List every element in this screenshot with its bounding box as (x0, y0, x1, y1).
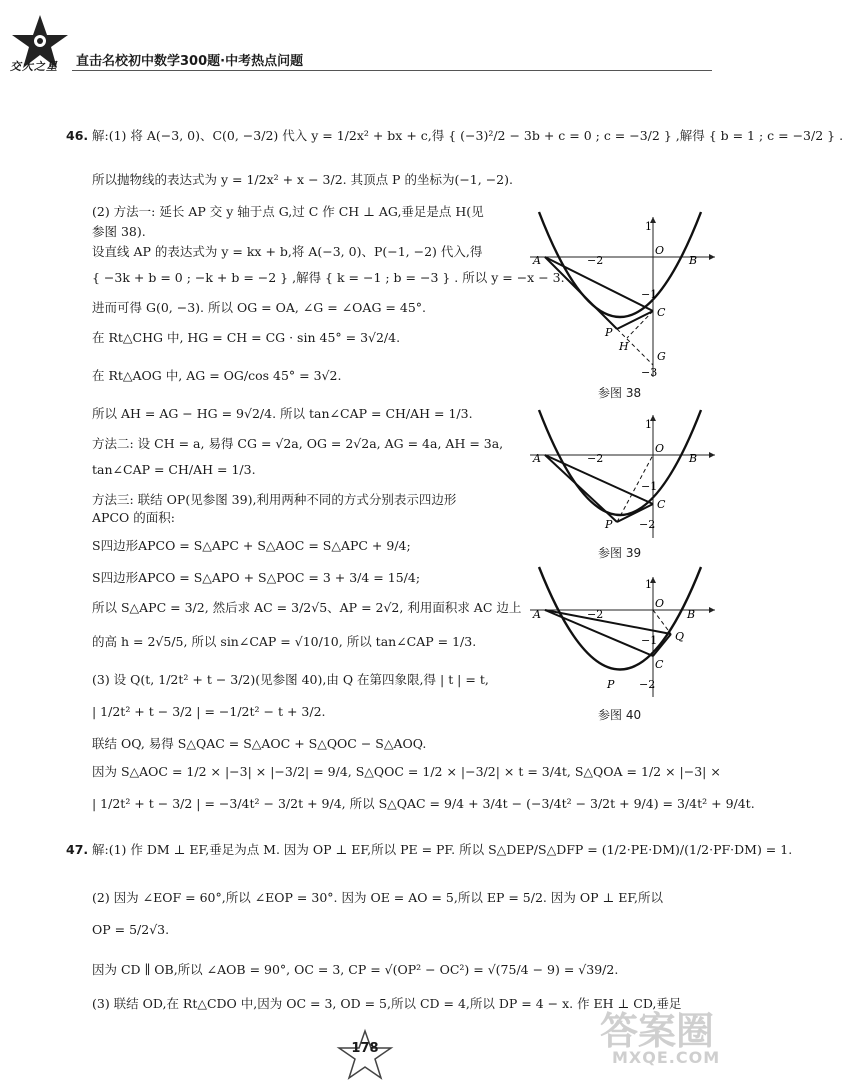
figure-39-caption: 参图 39 (598, 546, 642, 560)
fig40-label-c: C (655, 658, 664, 671)
p46-line-4: 参图 38). (92, 224, 146, 239)
fig39-label-1: 1 (645, 418, 652, 431)
p46-line-12: tan∠CAP = CH/AH = 1/3. (92, 462, 256, 477)
fig38-label-1: 1 (645, 220, 652, 233)
p46-line-17: 所以 S△APC = 3/2, 然后求 AC = 3/2√5、AP = 2√2, 利用面积求 AC 边上 (92, 600, 522, 615)
fig38-label-neg1: −1 (641, 288, 658, 301)
fig40-label-q: Q (675, 630, 685, 643)
p46-line-5: 设直线 AP 的表达式为 y = kx + b,将 A(−3, 0)、P(−1, −2) 代入,得 (92, 244, 483, 259)
fig38-label-neg3: −3 (641, 366, 658, 379)
p46-line-1: 解:(1) 将 A(−3, 0)、C(0, −3/2) 代入 y = 1/2x² + bx + c,得 { (−3)²/2 − 3b + c = 0 ; c = −3/2 } ,解得 { b = 1 ; c = −3/2 } . (92, 128, 843, 143)
p46-line-10: 所以 AH = AG − HG = 9√2/4. 所以 tan∠CAP = CH/AH = 1/3. (92, 406, 473, 421)
problem-47-number: 47. (66, 842, 89, 857)
p46-line-22: 因为 S△AOC = 1/2 × |−3| × |−3/2| = 9/4, S△QOC = 1/2 × |−3/2| × t = 3/4t, S△QOA = 1/2 × |−3| × (92, 764, 721, 779)
fig38-label-c: C (657, 306, 666, 319)
fig40-label-neg2: −2 (587, 608, 604, 621)
watermark-url: MXQE.COM (612, 1048, 721, 1067)
fig40-label-b: B (687, 608, 696, 621)
p46-line-9: 在 Rt△AOG 中, AG = OG/cos 45° = 3√2. (92, 368, 342, 383)
figure-38 (525, 212, 720, 382)
fig39-label-b: B (689, 452, 698, 465)
fig39-label-c: C (657, 498, 666, 511)
p47-line-4: 因为 CD ∥ OB,所以 ∠AOB = 90°, OC = 3, CP = √(OP² − OC²) = √(75/4 − 9) = √39/2. (92, 962, 619, 977)
p47-line-2: (2) 因为 ∠EOF = 60°,所以 ∠EOP = 30°. 因为 OE = AO = 5,所以 EP = 5/2. 因为 OP ⊥ EF,所以 (92, 890, 664, 905)
fig39-label-o: O (655, 442, 665, 455)
figure-40-caption: 参图 40 (598, 708, 642, 722)
p46-line-23: | 1/2t² + t − 3/2 | = −3/4t² − 3/2t + 9/4, 所以 S△QAC = 9/4 + 3/4t − (−3/4t² − 3/2t + 9/4) = 3/4t² + 9/4t. (92, 796, 755, 811)
fig39-label-p: P (605, 518, 613, 531)
p46-line-18: 的高 h = 2√5/5, 所以 sin∠CAP = √10/10, 所以 tan∠CAP = 1/3. (92, 634, 477, 649)
header-divider (72, 70, 712, 71)
p46-line-7: 进而可得 G(0, −3). 所以 OG = OA, ∠G = ∠OAG = 45°. (92, 300, 426, 315)
figure-39 (525, 410, 720, 540)
p47-line-3: OP = 5/2√3. (92, 922, 170, 937)
fig40-label-p: P (607, 678, 615, 691)
p46-line-8: 在 Rt△CHG 中, HG = CH = CG · sin 45° = 3√2/4. (92, 330, 401, 345)
fig39-label-a: A (533, 452, 541, 465)
p46-line-6: { −3k + b = 0 ; −k + b = −2 } ,解得 { k = −1 ; b = −3 } . 所以 y = −x − 3. (92, 270, 565, 285)
fig38-label-h: H (619, 340, 629, 353)
p46-line-3: (2) 方法一: 延长 AP 交 y 轴于点 G,过 C 作 CH ⊥ AG,垂足是点 H(见 (92, 204, 484, 219)
fig38-label-a: A (533, 254, 541, 267)
problem-46-number: 46. (66, 128, 89, 143)
fig40-label-o: O (655, 597, 665, 610)
page-header (0, 0, 750, 80)
p47-line-1: 解:(1) 作 DM ⊥ EF,垂足为点 M. 因为 OP ⊥ EF,所以 PE = PF. 所以 S△DEP/S△DFP = (1/2·PE·DM)/(1/2·PF·DM) = 1. (92, 842, 793, 857)
watermark-logo: 答案圈 (600, 1009, 715, 1053)
fig38-label-neg2: −2 (587, 254, 604, 267)
p46-line-13: 方法三: 联结 OP(见参图 39),利用两种不同的方式分别表示四边形 (92, 492, 457, 507)
fig40-label-neg1: −1 (641, 634, 658, 647)
figure-40 (525, 572, 720, 702)
p46-line-19: (3) 设 Q(t, 1/2t² + t − 3/2)(见参图 40),由 Q 在第四象限,得 | t | = t, (92, 672, 489, 687)
p46-line-16: S四边形APCO = S△APO + S△POC = 3 + 3/4 = 15/4; (92, 570, 421, 585)
fig40-label-neg2-y: −2 (639, 678, 656, 691)
fig39-label-neg2-y: −2 (639, 518, 656, 531)
fig38-label-g: G (657, 350, 666, 363)
p46-line-20: | 1/2t² + t − 3/2 | = −1/2t² − t + 3/2. (92, 704, 326, 719)
fig39-label-neg2: −2 (587, 452, 604, 465)
fig40-label-a: A (533, 608, 541, 621)
p46-line-14: APCO 的面积: (92, 510, 175, 525)
fig40-label-1: 1 (645, 578, 652, 591)
p46-line-2: 所以抛物线的表达式为 y = 1/2x² + x − 3/2. 其顶点 P 的坐标为(−1, −2). (92, 172, 513, 187)
fig38-label-b: B (689, 254, 698, 267)
logo-text: 交大之星 (10, 60, 58, 73)
p46-line-21: 联结 OQ, 易得 S△QAC = S△AOC + S△QOC − S△AOQ. (92, 736, 427, 751)
fig39-label-neg1: −1 (641, 480, 658, 493)
p46-line-15: S四边形APCO = S△APC + S△AOC = S△APC + 9/4; (92, 538, 411, 553)
page-number: 178 (351, 1041, 379, 1056)
fig38-label-p: P (605, 326, 613, 339)
figure-38-caption: 参图 38 (598, 386, 642, 400)
fig38-label-o: O (655, 244, 665, 257)
book-title: 直击名校初中数学300题·中考热点问题 (76, 54, 304, 69)
p46-line-11: 方法二: 设 CH = a, 易得 CG = √2a, OG = 2√2a, AG = 4a, AH = 3a, (92, 436, 504, 451)
p47-line-5: (3) 联结 OD,在 Rt△CDO 中,因为 OC = 3, OD = 5,所以 CD = 4,所以 DP = 4 − x. 作 EH ⊥ CD,垂足 (92, 996, 682, 1011)
